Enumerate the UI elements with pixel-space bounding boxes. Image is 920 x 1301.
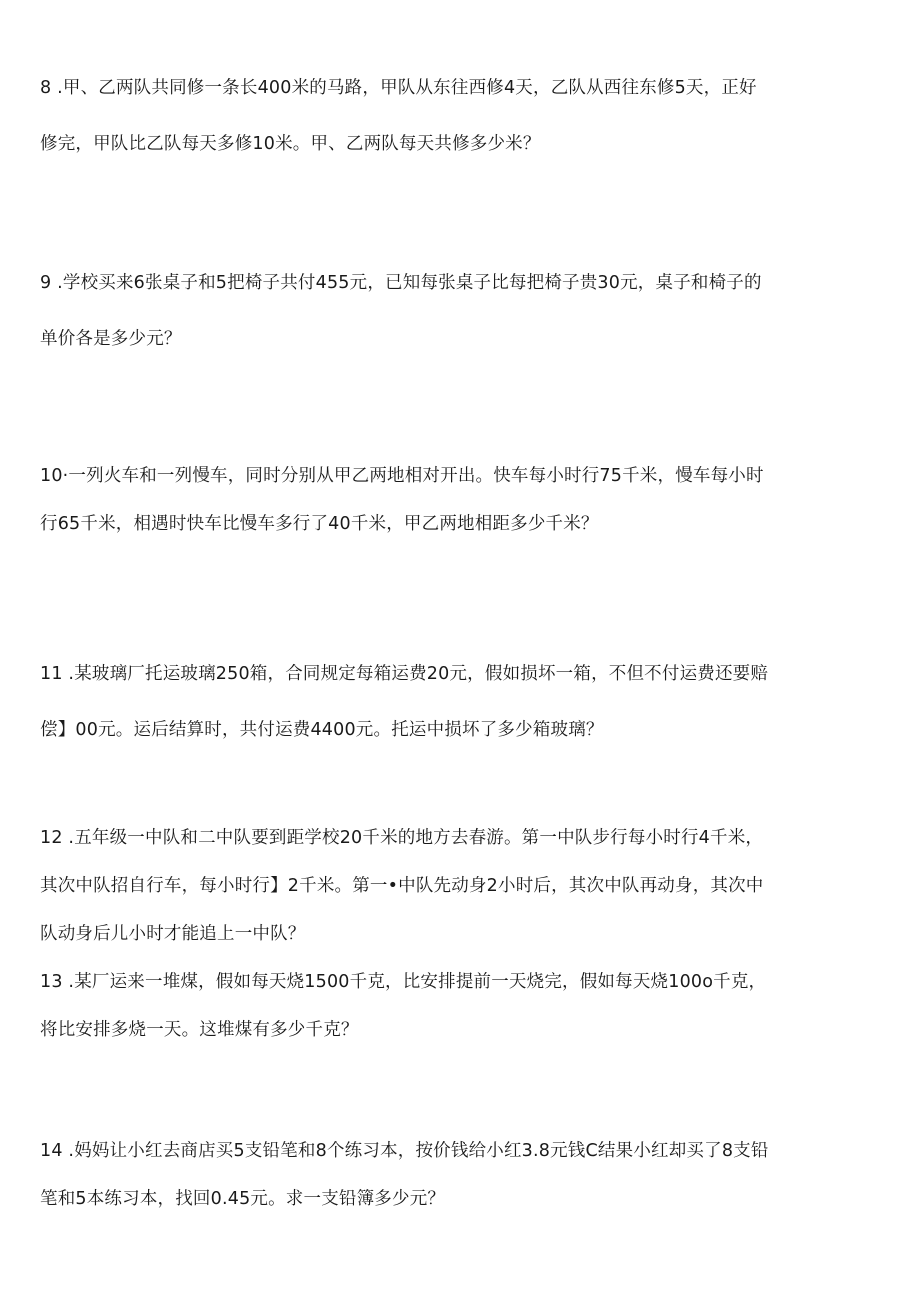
problem-text: .五年级一中队和二中队要到距学校20千米的地方去春游。第一中队步行每小时行4千米， xyxy=(62,828,764,848)
problem-line: 队动身后儿小时才能追上一中队？ xyxy=(40,924,306,944)
problem-line: 偿】00元。运后结算时，共付运费4400元。托运中损坏了多少箱玻璃？ xyxy=(40,720,604,740)
problem-line: 笔和5本练习本，找回0.45元。求一支铅簿多少元？ xyxy=(40,1189,446,1209)
problem-line xyxy=(40,60,880,116)
problem-line xyxy=(40,1127,880,1175)
problem-9 xyxy=(40,255,880,367)
problem-8 xyxy=(40,60,880,172)
problem-line: 修完，甲队比乙队每天多修10米。甲、乙两队每天共修多少米？ xyxy=(40,134,541,154)
problem-line xyxy=(40,814,880,862)
problem-line xyxy=(40,452,880,500)
problem-number: 12 xyxy=(40,828,63,848)
problem-line: 单价各是多少元？ xyxy=(40,329,182,349)
problem-line: 行65千米，相遇时快车比慢车多行了40千米，甲乙两地相距多少千米？ xyxy=(40,514,599,534)
problem-line xyxy=(40,958,880,1006)
problem-10 xyxy=(40,452,880,548)
problem-14 xyxy=(40,1127,880,1223)
problem-line xyxy=(40,255,880,311)
problem-line: 其次中队招自行车，每小时行】2千米。第一•中队先动身2小时后，其次中队再动身，其次中 xyxy=(40,876,764,896)
problem-text: .某厂运来一堆煤，假如每天烧1500千克，比安排提前一天烧完，假如每天烧100o千克， xyxy=(62,972,767,992)
problem-text: .甲、乙两队共同修一条长400米的马路，甲队从东往西修4天，乙队从西往东修5天，正好 xyxy=(51,78,757,98)
problem-line xyxy=(40,646,880,702)
problem-number: 10 xyxy=(40,466,63,486)
problem-text: ·一列火车和一列慢车，同时分别从甲乙两地相对开出。快车每小时行75千米，慢车每小时 xyxy=(62,466,764,486)
problem-number: 13 xyxy=(40,972,63,992)
problem-12 xyxy=(40,814,880,958)
problem-text: .妈妈让小红去商店买5支铅笔和8个练习本，按价钱给小红3.8元钱C结果小红却买了8支铅 xyxy=(62,1141,769,1161)
problem-number: 9 xyxy=(40,273,52,293)
problem-text: .学校买来6张桌子和5把椅子共付455元，已知每张桌子比每把椅子贵30元，桌子和椅子的 xyxy=(51,273,762,293)
problem-number: 11 xyxy=(40,664,63,684)
problem-13 xyxy=(40,958,880,1054)
problem-text: .某玻璃厂托运玻璃250箱，合同规定每箱运费20元，假如损坏一箱，不但不付运费还要赔 xyxy=(62,664,769,684)
problem-number: 14 xyxy=(40,1141,63,1161)
problem-11 xyxy=(40,646,880,758)
problem-number: 8 xyxy=(40,78,52,98)
problem-line: 将比安排多烧一天。这堆煤有多少千克？ xyxy=(40,1020,359,1040)
